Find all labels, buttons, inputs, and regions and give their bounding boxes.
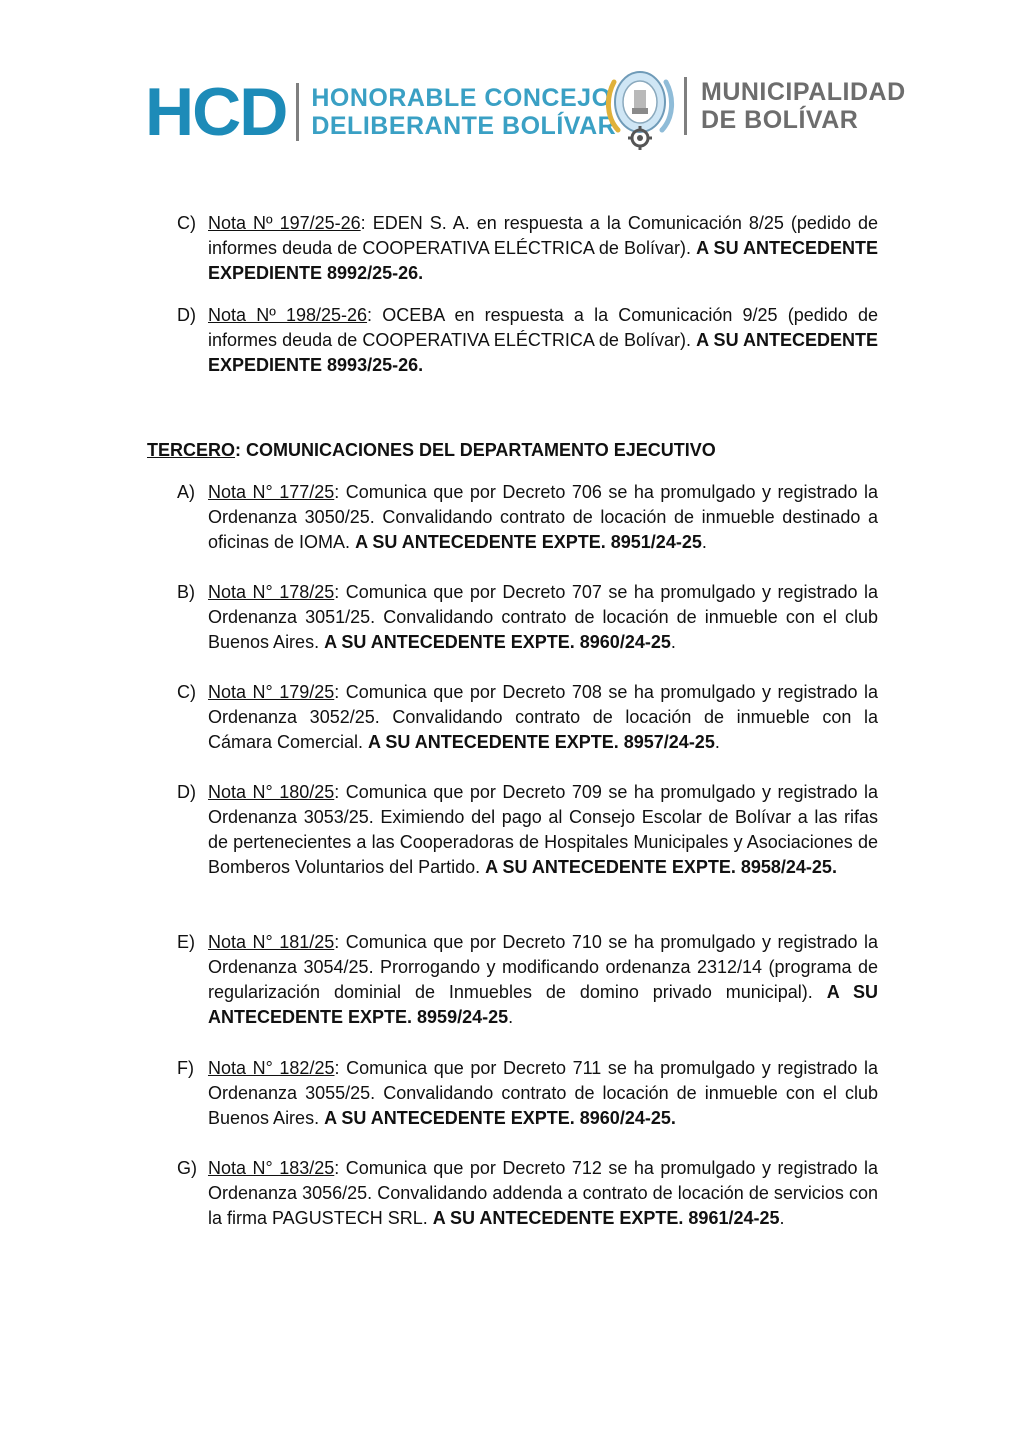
municipalidad-logo-divider <box>684 77 687 135</box>
item-body: EDEN S. A. en respuesta a la Comunicación 8/25 (pedido de informes deuda de COOPERATIVA ELÉCTRICA de Bolívar). <box>208 213 878 258</box>
item-separator: : <box>334 1058 340 1078</box>
item-text <box>208 1156 878 1231</box>
item-destination: A SU ANTECEDENTE EXPEDIENTE 8993/25-26. <box>208 330 878 375</box>
item-tail: . <box>714 732 720 752</box>
item-separator: : <box>360 213 366 233</box>
item-reference: Nota Nº 197/25-26 <box>208 213 361 233</box>
hcd-logo-line1: HONORABLE CONCEJO <box>311 84 612 112</box>
item-reference: Nota N° 177/25 <box>208 482 335 502</box>
item-separator: : <box>334 932 340 952</box>
item-body: Comunica que por Decreto 709 se ha promulgado y registrado la Ordenanza 3053/25. Eximiendo del pago al Consejo Escolar de Bolívar a las rifas de pertenecientes a las Cooperadoras de Hospitales Municipales y Asociaciones de Bomberos Voluntarios del Partido. <box>208 782 878 877</box>
section-heading-rest: : COMUNICACIONES DEL DEPARTAMENTO EJECUTIVO <box>235 440 716 460</box>
item-letter: D) <box>177 305 196 325</box>
item-separator: : <box>334 482 340 502</box>
list-item <box>177 211 878 286</box>
item-letter: A) <box>177 482 195 502</box>
hcd-logo <box>145 74 617 150</box>
municipalidad-logo <box>604 62 906 150</box>
item-separator: : <box>334 582 340 602</box>
hcd-logo-divider <box>296 83 299 141</box>
item-text <box>208 303 878 378</box>
item-body: Comunica que por Decreto 710 se ha promulgado y registrado la Ordenanza 3054/25. Prorrogando y modificando ordenanza 2312/14 (programa de regularización dominial de Inmuebles de domino privado municipal). <box>208 932 878 1002</box>
item-text <box>208 930 878 1030</box>
item-text <box>208 480 878 555</box>
item-body: OCEBA en respuesta a la Comunicación 9/25 (pedido de informes deuda de COOPERATIVA ELÉCTRICA de Bolívar). <box>208 305 879 350</box>
list-item <box>177 1056 878 1131</box>
item-separator: : <box>334 1158 340 1178</box>
item-reference: Nota N° 180/25 <box>208 782 335 802</box>
item-body: Comunica que por Decreto 706 se ha promulgado y registrado la Ordenanza 3050/25. Convalidando contrato de locación de inmueble destinado a oficinas de IOMA. <box>208 482 878 552</box>
item-body: Comunica que por Decreto 707 se ha promulgado y registrado la Ordenanza 3051/25. Convalidando contrato de locación de inmueble con el club Buenos Aires. <box>208 582 878 652</box>
item-letter: F) <box>177 1058 194 1078</box>
item-letter: B) <box>177 582 195 602</box>
item-tail: . <box>670 632 676 652</box>
list-item <box>177 480 878 555</box>
item-text <box>208 680 878 755</box>
item-body: Comunica que por Decreto 711 se ha promulgado y registrado la Ordenanza 3055/25. Convalidando contrato de locación de inmueble con el club Buenos Aires. <box>208 1058 878 1128</box>
hcd-logo-line2: DELIBERANTE BOLÍVAR <box>311 112 617 140</box>
item-destination: A SU ANTECEDENTE EXPTE. 8958/24-25. <box>485 857 837 877</box>
item-destination: A SU ANTECEDENTE EXPTE. 8959/24-25 <box>208 982 879 1027</box>
municipal-seal-icon <box>604 62 676 150</box>
item-tail: . <box>779 1208 785 1228</box>
item-letter: C) <box>177 682 196 702</box>
list-item <box>177 303 878 378</box>
item-reference: Nota N° 182/25 <box>208 1058 335 1078</box>
item-text <box>208 780 878 880</box>
item-separator: : <box>334 682 340 702</box>
item-destination: A SU ANTECEDENTE EXPTE. 8951/24-25 <box>355 532 702 552</box>
page-header <box>0 0 1024 170</box>
municipalidad-logo-line1: MUNICIPALIDAD <box>701 78 906 106</box>
item-text <box>208 211 878 286</box>
item-letter: E) <box>177 932 195 952</box>
item-reference: Nota N° 179/25 <box>208 682 335 702</box>
item-body: Comunica que por Decreto 712 se ha promulgado y registrado la Ordenanza 3056/25. Convalidando addenda a contrato de locación de servicios con la firma PAGUSTECH SRL. <box>208 1158 878 1228</box>
item-reference: Nota N° 178/25 <box>208 582 335 602</box>
item-reference: Nota Nº 198/25-26 <box>208 305 368 325</box>
item-letter: C) <box>177 213 196 233</box>
hcd-logo-name <box>311 84 616 140</box>
item-destination: A SU ANTECEDENTE EXPTE. 8961/24-25 <box>432 1208 780 1228</box>
list-item <box>177 780 878 880</box>
item-separator: : <box>334 782 340 802</box>
section-heading-label: TERCERO <box>147 440 236 460</box>
item-text <box>208 580 878 655</box>
item-destination: A SU ANTECEDENTE EXPEDIENTE 8992/25-26. <box>208 238 878 283</box>
item-letter: D) <box>177 782 196 802</box>
item-reference: Nota N° 181/25 <box>208 932 335 952</box>
item-text <box>208 1056 878 1131</box>
list-item <box>177 930 878 1030</box>
list-item <box>177 580 878 655</box>
list-item <box>177 1156 878 1231</box>
municipalidad-logo-line2: DE BOLÍVAR <box>701 106 859 134</box>
section-heading-tercero <box>147 438 716 463</box>
item-destination: A SU ANTECEDENTE EXPTE. 8957/24-25 <box>368 732 715 752</box>
item-body: Comunica que por Decreto 708 se ha promulgado y registrado la Ordenanza 3052/25. Convalidando contrato de locación de inmueble con la Cámara Comercial. <box>208 682 878 752</box>
item-tail: . <box>508 1007 514 1027</box>
hcd-logo-mark: HCD <box>145 74 287 150</box>
item-destination: A SU ANTECEDENTE EXPTE. 8960/24-25 <box>324 632 671 652</box>
municipalidad-logo-name <box>701 78 906 134</box>
item-tail: . <box>701 532 707 552</box>
item-destination: A SU ANTECEDENTE EXPTE. 8960/24-25. <box>324 1108 676 1128</box>
item-reference: Nota N° 183/25 <box>208 1158 335 1178</box>
item-separator: : <box>367 305 373 325</box>
item-letter: G) <box>177 1158 197 1178</box>
list-item <box>177 680 878 755</box>
